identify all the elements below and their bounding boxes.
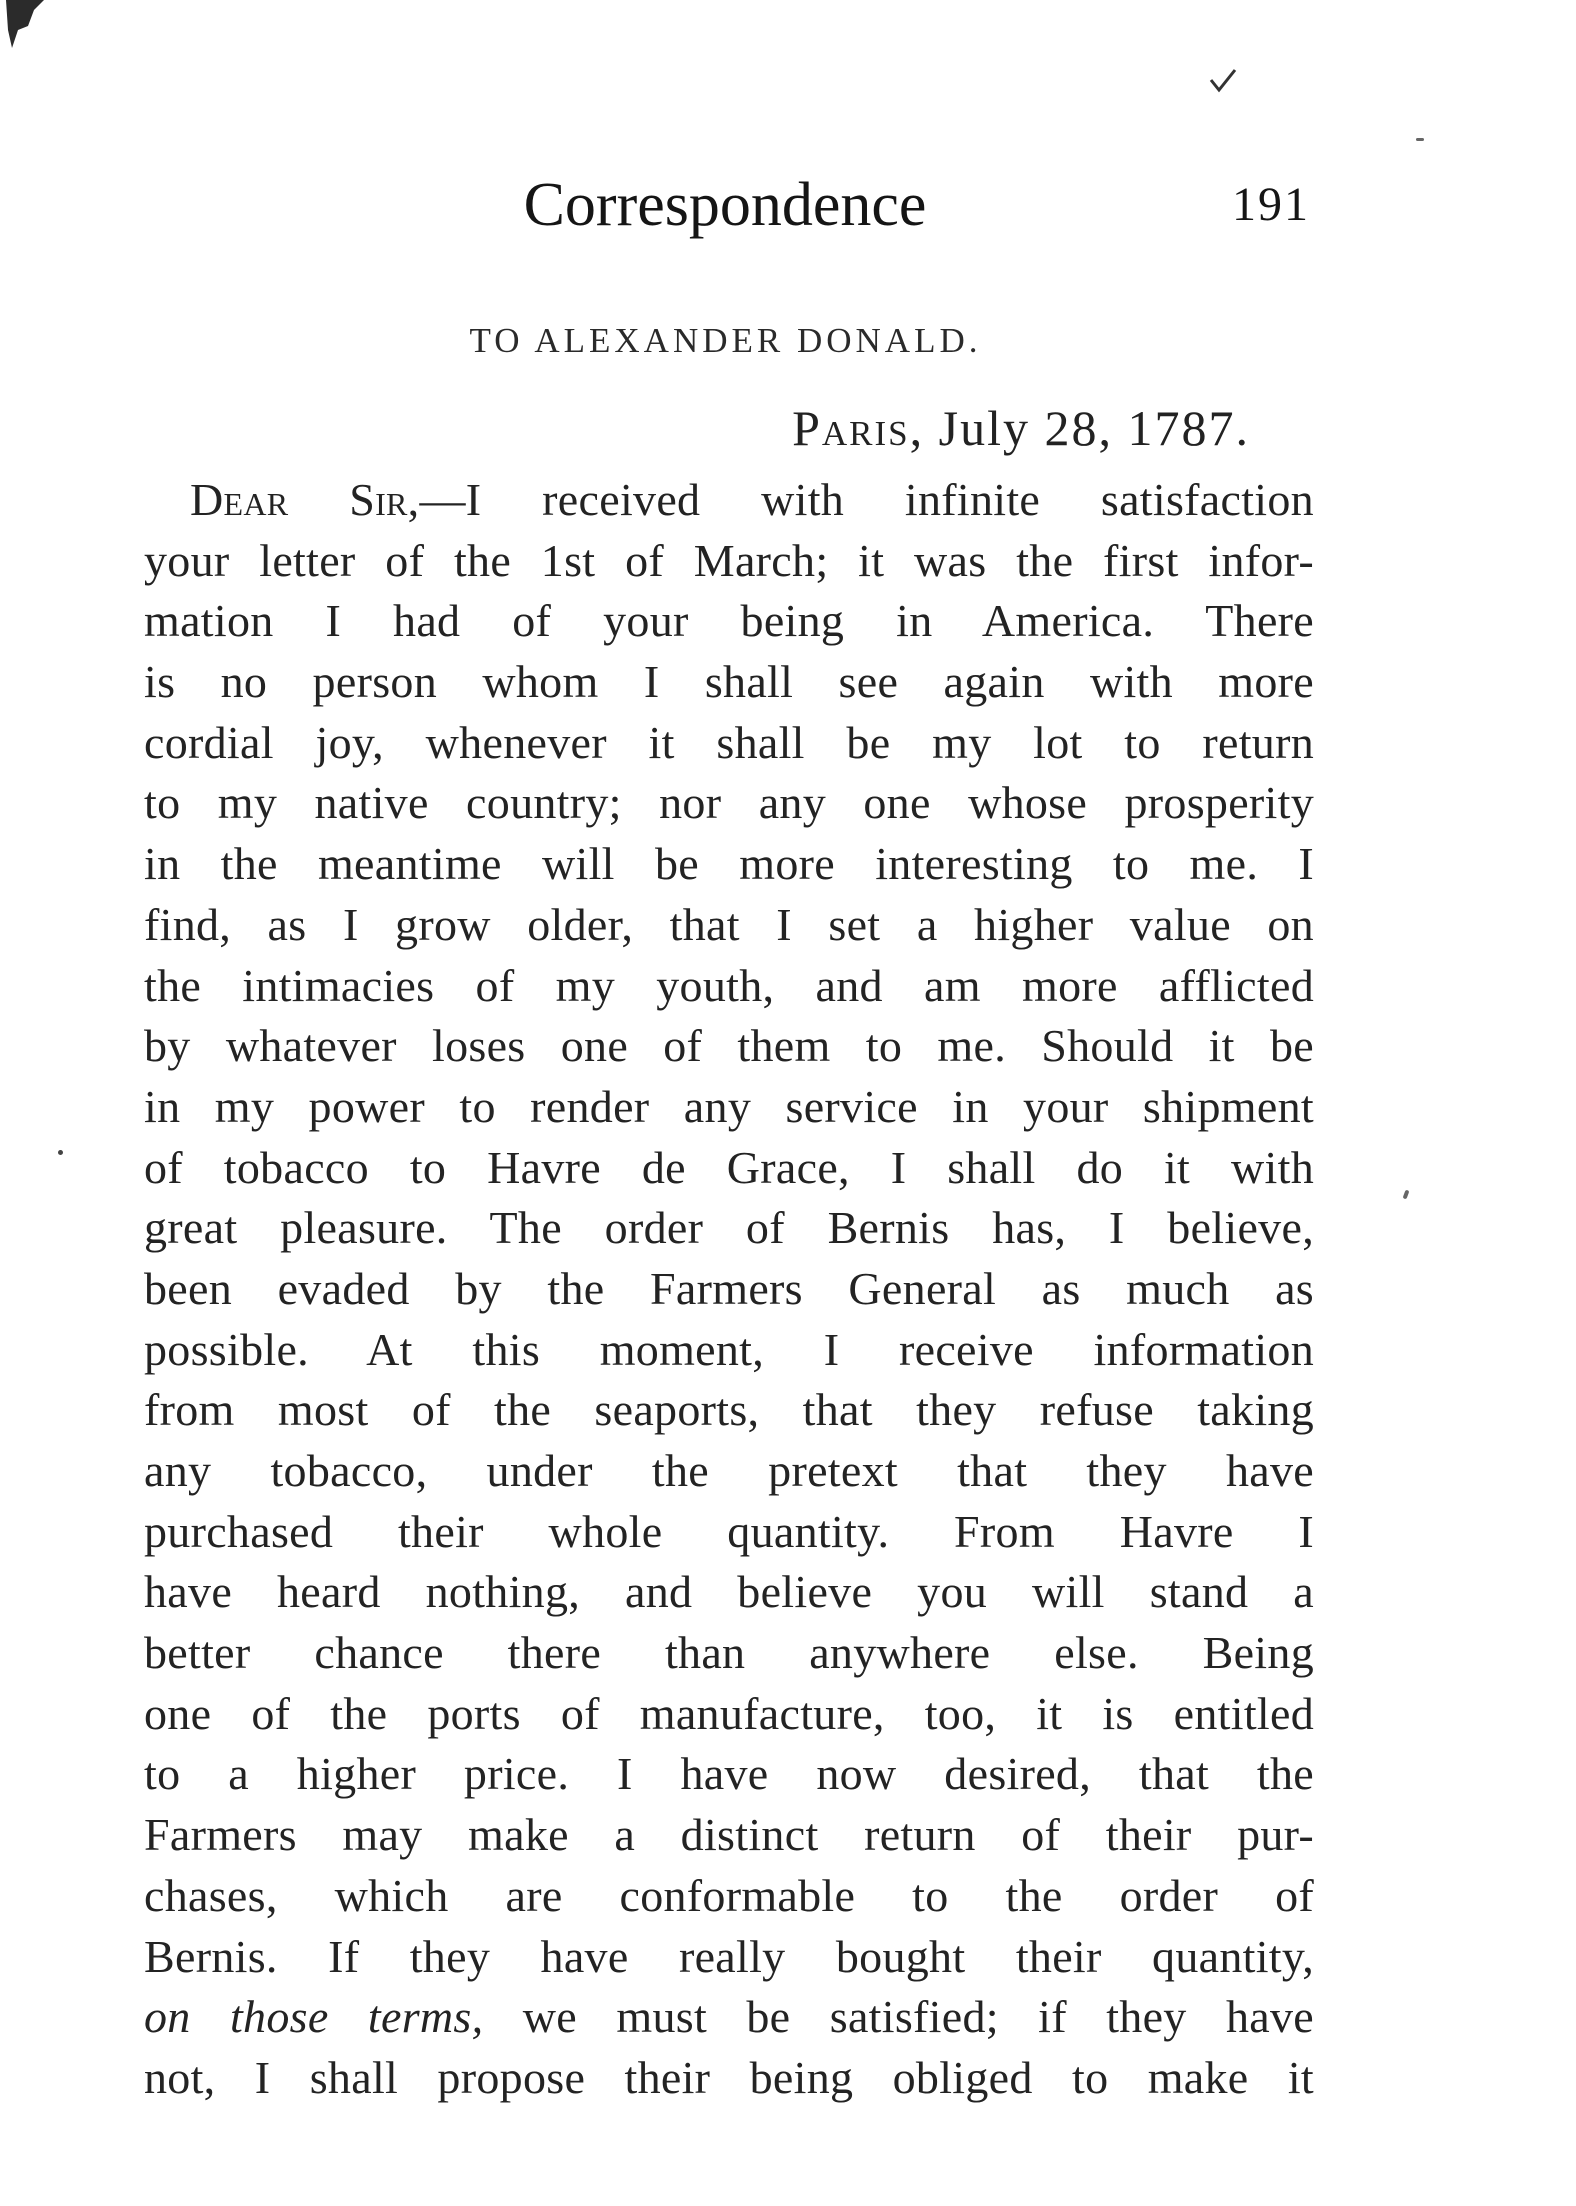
emphasis-text: on those terms, (144, 1991, 484, 2043)
text-line: the intimacies of my youth, and am more afflicted (144, 959, 1314, 1011)
letter-dateline (792, 396, 1250, 460)
text-line: Dear Sir,—I received with infinite satisfaction (190, 474, 1314, 525)
text-line: on those terms, we must be satisfied; if they have (144, 1991, 1314, 2043)
salutation: Dear Sir, (190, 474, 420, 525)
letter-body (144, 470, 1314, 2109)
text-line: any tobacco, under the pretext that they have (144, 1445, 1314, 1496)
date-place: Paris, (792, 400, 925, 456)
text-line: of tobacco to Havre de Grace, I shall do it with (144, 1141, 1314, 1193)
running-title: Correspondence (523, 171, 927, 239)
letter-heading: TO ALEXANDER DONALD. (469, 321, 982, 360)
text-line: great pleasure. The order of Bernis has, I believe, (144, 1202, 1314, 1254)
text-line: have heard nothing, and believe you will stand a (144, 1566, 1314, 1618)
text-line: Bernis. If they have really bought their quantity, (144, 1930, 1314, 1982)
text-line: by whatever loses one of them to me. Should it be (144, 1020, 1314, 1072)
text-line: been evaded by the Farmers General as much as (144, 1262, 1314, 1314)
text-line: cordial joy, whenever it shall be my lot to return (144, 716, 1314, 768)
text-line: one of the ports of manufacture, too, it is entitled (144, 1687, 1314, 1739)
text-line: purchased their whole quantity. From Havre I (144, 1505, 1314, 1557)
page-number: 191 (1232, 178, 1310, 231)
text-line: mation I had of your being in America. There (144, 595, 1314, 647)
running-head (140, 165, 1310, 245)
text-line: better chance there than anywhere else. Being (144, 1627, 1314, 1679)
text-line: chases, which are conformable to the order of (144, 1869, 1314, 1921)
text-line: in my power to render any service in your shipment (144, 1080, 1314, 1132)
scan-dot (58, 1150, 63, 1155)
text-line: find, as I grow older, that I set a higher value on (144, 898, 1314, 950)
text-line: your letter of the 1st of March; it was the first infor- (144, 534, 1314, 586)
date: July 28, 1787. (938, 400, 1250, 456)
check-mark-icon (1208, 68, 1238, 98)
text-line: in the meantime will be more interesting to me. I (144, 838, 1314, 890)
text-line: Farmers may make a distinct return of their pur- (144, 1809, 1314, 1861)
text-line: not, I shall propose their being obliged to make it (144, 2051, 1314, 2103)
scan-smudge-mark (4, 0, 48, 52)
text-line: possible. At this moment, I receive information (144, 1323, 1314, 1375)
scan-dot (1416, 138, 1424, 141)
text-line: from most of the seaports, that they refuse taking (144, 1384, 1314, 1436)
text-line: to a higher price. I have now desired, that the (144, 1748, 1314, 1800)
scan-dot (1403, 1190, 1410, 1200)
text-line: is no person whom I shall see again with more (144, 656, 1314, 708)
text-line: to my native country; nor any one whose prosperity (144, 777, 1314, 829)
